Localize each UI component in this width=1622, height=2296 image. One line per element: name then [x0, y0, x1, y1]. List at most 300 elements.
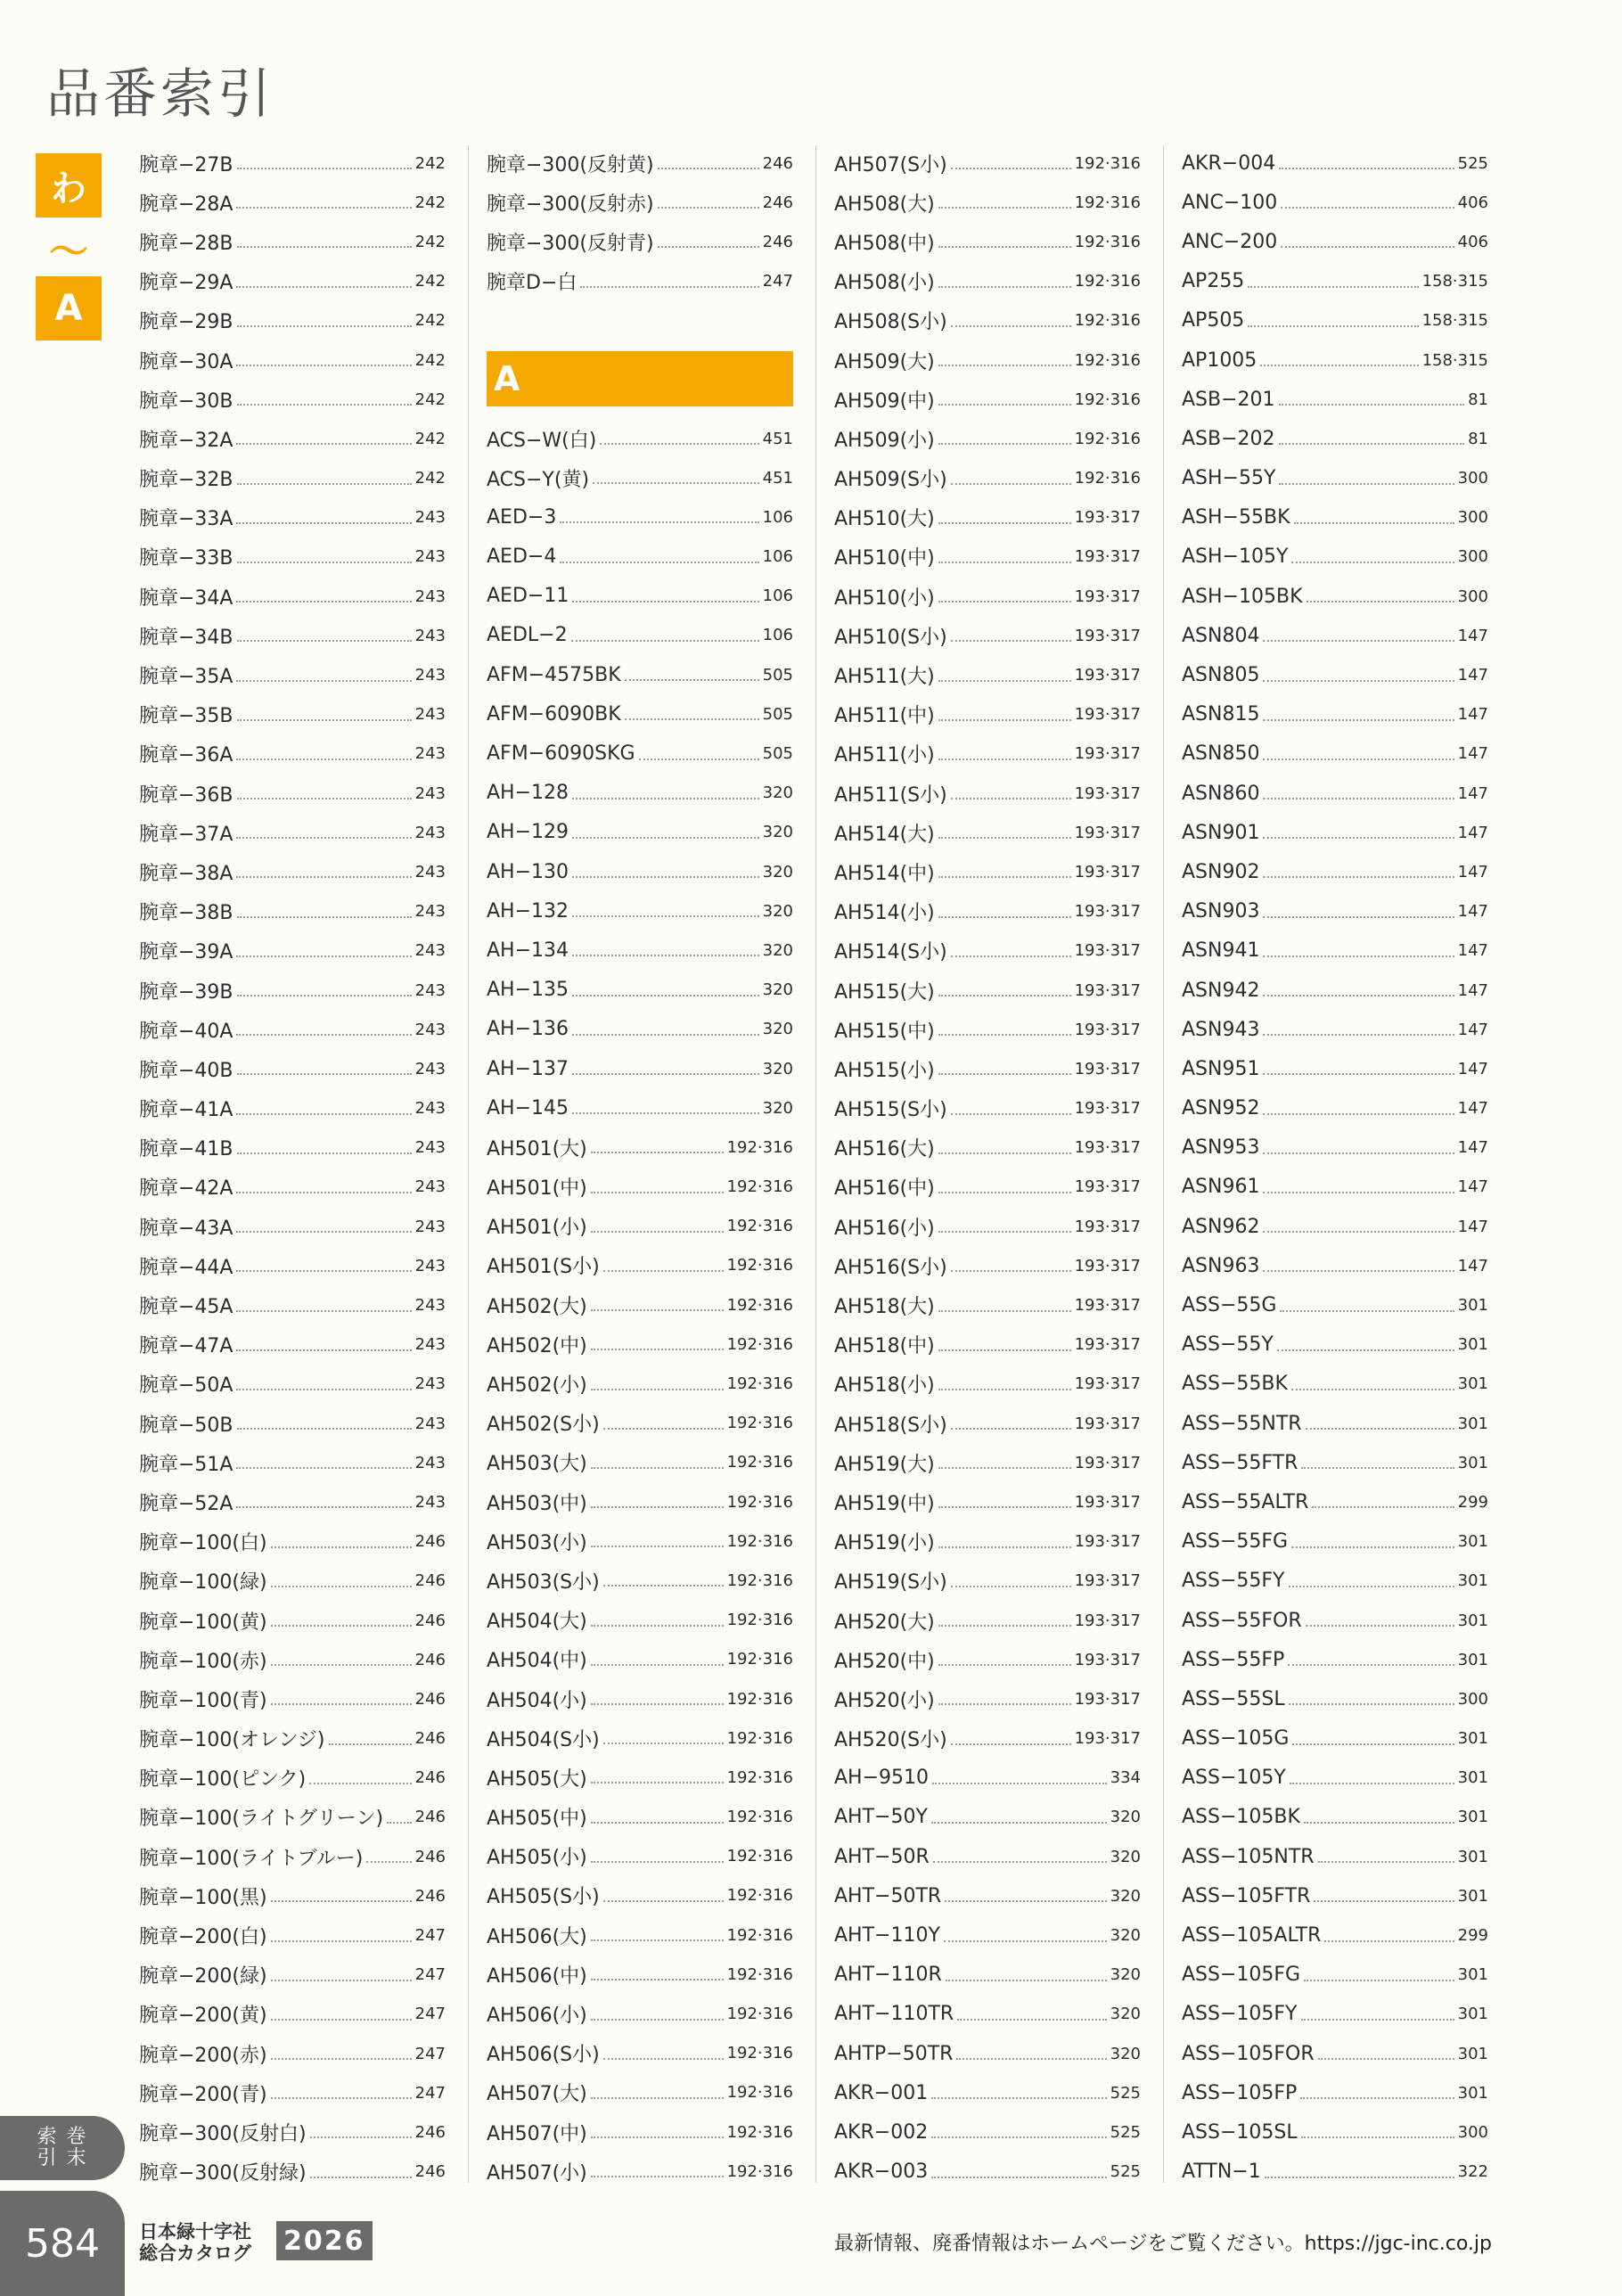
- index-entry: [487, 1798, 793, 1837]
- entry-page-ref: 301: [1457, 1965, 1488, 1985]
- entry-page-ref: 192·316: [726, 1689, 793, 1709]
- dot-leader: [572, 601, 758, 603]
- dot-leader: [237, 916, 412, 918]
- index-entry: [487, 931, 793, 970]
- index-tab-label: 索 巻 引 末: [37, 2126, 88, 2169]
- dot-leader: [237, 325, 412, 327]
- dot-leader: [1306, 1428, 1454, 1430]
- index-entry: [834, 971, 1141, 1010]
- dot-leader: [1301, 1467, 1454, 1469]
- dot-leader: [1294, 522, 1454, 524]
- dot-leader: [271, 1586, 412, 1587]
- entry-item-code: AED−11: [487, 585, 569, 608]
- dot-leader: [236, 758, 411, 760]
- dot-leader: [946, 1980, 1107, 1981]
- dot-leader: [1260, 365, 1418, 366]
- index-entry: [487, 616, 793, 655]
- entry-page-ref: 192·316: [726, 1256, 793, 1275]
- entry-page-ref: 193·317: [1074, 862, 1141, 882]
- dot-leader: [931, 2177, 1106, 2178]
- entry-item-code: 腕章−38B: [139, 902, 233, 925]
- index-entry: [1182, 1601, 1488, 1640]
- index-entry: [834, 1562, 1141, 1601]
- entry-item-code: AHTP−50TR: [834, 2042, 954, 2065]
- entry-page-ref: 147: [1457, 823, 1488, 842]
- entry-item-code: 腕章−100(ピンク): [139, 1768, 307, 1792]
- index-entry: [834, 1010, 1141, 1049]
- entry-page-ref: 242: [414, 232, 446, 251]
- entry-page-ref: 301: [1457, 1768, 1488, 1788]
- entry-page-ref: 193·317: [1074, 1571, 1141, 1591]
- index-entry: [834, 1915, 1141, 1955]
- entry-page-ref: 301: [1457, 1335, 1488, 1355]
- dot-leader: [1314, 1900, 1454, 1902]
- dot-leader: [580, 286, 758, 288]
- index-entry: [487, 1837, 793, 1876]
- entry-item-code: ASN942: [1182, 979, 1260, 1002]
- index-entry: [487, 1758, 793, 1797]
- entry-page-ref: 193·317: [1074, 1611, 1141, 1630]
- entry-page-ref: 193·317: [1074, 783, 1141, 803]
- dot-leader: [951, 955, 1071, 957]
- index-entry: [834, 1404, 1141, 1443]
- entry-page-ref: 320: [1110, 2044, 1141, 2063]
- dot-leader: [1263, 1034, 1454, 1036]
- dot-leader: [951, 798, 1071, 800]
- index-entry: [1182, 1482, 1488, 1521]
- index-column-1: [139, 144, 446, 2192]
- dot-leader: [1279, 404, 1465, 406]
- index-entry: [834, 734, 1141, 774]
- entry-item-code: AH−135: [487, 979, 569, 1002]
- index-entry: [1182, 1640, 1488, 1679]
- entry-item-code: AKR−004: [1182, 152, 1276, 175]
- dot-leader: [591, 1664, 724, 1666]
- index-entry: [139, 459, 446, 498]
- entry-page-ref: 158·315: [1421, 272, 1488, 291]
- index-entry: [1182, 419, 1488, 458]
- index-entry: [834, 1365, 1141, 1404]
- entry-page-ref: 300: [1457, 547, 1488, 567]
- entry-item-code: 腕章−51A: [139, 1453, 233, 1476]
- index-entry: [834, 1640, 1141, 1679]
- dot-leader: [591, 1309, 724, 1311]
- dot-leader: [236, 1231, 411, 1233]
- entry-page-ref: 147: [1457, 862, 1488, 882]
- entry-item-code: ASS−105FG: [1182, 1964, 1301, 1987]
- entry-item-code: AH518(中): [834, 1335, 935, 1358]
- entry-page-ref: 192·316: [1074, 311, 1141, 331]
- entry-page-ref: 301: [1457, 1611, 1488, 1630]
- index-entry: [139, 1956, 446, 1995]
- index-entry: [1182, 222, 1488, 261]
- dot-leader: [1291, 1546, 1454, 1548]
- index-entry: [834, 459, 1141, 498]
- entry-page-ref: 525: [1110, 2162, 1141, 2182]
- entry-item-code: AH506(S小): [487, 2044, 600, 2067]
- entry-item-code: AP505: [1182, 309, 1245, 332]
- entry-item-code: AH−132: [487, 899, 569, 922]
- index-entry: [834, 1995, 1141, 2034]
- entry-item-code: ASH−105BK: [1182, 585, 1303, 608]
- index-entry: [487, 694, 793, 734]
- entry-page-ref: 301: [1457, 1650, 1488, 1669]
- entry-item-code: 腕章−100(白): [139, 1532, 267, 1555]
- entry-item-code: 腕章−33A: [139, 508, 233, 531]
- entry-item-code: ASN943: [1182, 1018, 1260, 1041]
- index-entry: [834, 1719, 1141, 1759]
- index-entry: [834, 931, 1141, 971]
- entry-page-ref: 320: [762, 901, 793, 921]
- dot-leader: [1318, 1861, 1454, 1863]
- dot-leader: [603, 1428, 724, 1430]
- dot-leader: [938, 1703, 1071, 1705]
- index-entry: [834, 1443, 1141, 1482]
- entry-page-ref: 246: [414, 1886, 446, 1906]
- entry-page-ref: 243: [414, 1492, 446, 1512]
- entry-page-ref: 301: [1457, 1808, 1488, 1827]
- dot-leader: [1277, 1349, 1454, 1351]
- entry-page-ref: 192·316: [726, 1570, 793, 1590]
- index-entry: [139, 892, 446, 931]
- entry-item-code: AH509(小): [834, 429, 935, 452]
- entry-item-code: 腕章−42A: [139, 1177, 233, 1201]
- dot-leader: [572, 798, 759, 800]
- dot-leader: [571, 640, 759, 642]
- dot-leader: [237, 798, 412, 800]
- entry-page-ref: 246: [414, 1650, 446, 1669]
- index-entry: [1182, 2112, 1488, 2152]
- dot-leader: [591, 1625, 724, 1627]
- entry-page-ref: 246: [414, 2122, 446, 2142]
- entry-item-code: ASS−55FTR: [1182, 1451, 1298, 1474]
- dot-leader: [1301, 2019, 1454, 2021]
- index-entry: [139, 616, 446, 655]
- entry-item-code: AH518(大): [834, 1296, 935, 1319]
- entry-page-ref: 192·316: [726, 1137, 793, 1157]
- entry-page-ref: 192·316: [1074, 272, 1141, 291]
- entry-page-ref: 192·316: [726, 1611, 793, 1630]
- dot-leader: [1306, 1625, 1454, 1627]
- dot-leader: [1265, 2177, 1454, 2178]
- entry-page-ref: 243: [414, 902, 446, 922]
- index-entry: [487, 2034, 793, 2073]
- column-divider: [468, 145, 469, 2183]
- dot-leader: [1324, 1940, 1454, 1942]
- index-entry: [1182, 616, 1488, 655]
- index-entry: [1182, 1049, 1488, 1088]
- entry-item-code: AFM−6090SKG: [487, 742, 635, 766]
- index-entry: [139, 1601, 446, 1640]
- entry-page-ref: 192·316: [726, 1767, 793, 1787]
- dot-leader: [236, 286, 411, 288]
- dot-leader: [271, 1900, 412, 1902]
- dot-leader: [271, 1625, 412, 1627]
- dot-leader: [1263, 1113, 1454, 1115]
- entry-item-code: AH516(S小): [834, 1256, 947, 1279]
- dot-leader: [1263, 758, 1454, 760]
- dot-leader: [591, 1467, 724, 1469]
- entry-page-ref: 320: [1110, 1965, 1141, 1985]
- index-entry: [834, 577, 1141, 616]
- entry-page-ref: 192·316: [726, 2005, 793, 2024]
- entry-item-code: 腕章−300(反射黄): [487, 153, 654, 176]
- dot-leader: [572, 876, 759, 878]
- entry-page-ref: 243: [414, 1177, 446, 1197]
- index-entry: [1182, 1168, 1488, 1207]
- index-entry: [834, 1285, 1141, 1324]
- index-entry: [139, 734, 446, 774]
- section-tab-a: A: [36, 276, 102, 340]
- dot-leader: [237, 640, 412, 642]
- entry-item-code: 腕章−43A: [139, 1217, 233, 1240]
- index-entry: [139, 222, 446, 261]
- entry-page-ref: 192·316: [1074, 232, 1141, 251]
- entry-page-ref: 246: [762, 232, 793, 251]
- index-entry: [1182, 1365, 1488, 1404]
- entry-item-code: AH520(S小): [834, 1729, 947, 1752]
- dot-leader: [591, 2136, 724, 2138]
- dot-leader: [938, 404, 1071, 406]
- entry-page-ref: 147: [1457, 1138, 1488, 1158]
- dot-leader: [938, 1192, 1071, 1193]
- index-entry: [487, 1049, 793, 1088]
- dot-leader: [236, 1506, 411, 1508]
- index-entry: [834, 1876, 1141, 1915]
- entry-page-ref: 192·316: [1074, 193, 1141, 212]
- entry-item-code: AEDL−2: [487, 624, 568, 647]
- index-entry: [834, 1759, 1141, 1798]
- entry-item-code: 腕章−28A: [139, 193, 233, 216]
- entry-item-code: AH511(S小): [834, 783, 947, 807]
- entry-item-code: AH511(小): [834, 744, 935, 767]
- index-entry: [139, 1759, 446, 1798]
- entry-page-ref: 193·317: [1074, 586, 1141, 606]
- entry-item-code: 腕章−200(青): [139, 2083, 267, 2106]
- index-entry: [487, 734, 793, 773]
- dot-leader: [938, 1389, 1071, 1390]
- index-entry: [487, 1088, 793, 1128]
- entry-page-ref: 192·316: [1074, 153, 1141, 173]
- entry-item-code: AFM−6090BK: [487, 702, 621, 726]
- index-entry: [139, 301, 446, 340]
- index-entry: [1182, 1443, 1488, 1482]
- entry-item-code: 腕章−300(反射緑): [139, 2162, 307, 2185]
- dot-leader: [591, 1939, 724, 1941]
- entry-item-code: ASS−105FP: [1182, 2081, 1298, 2104]
- index-entry: [487, 1915, 793, 1955]
- entry-item-code: AH505(小): [487, 1847, 587, 1870]
- index-entry: [139, 813, 446, 852]
- entry-item-code: AH503(小): [487, 1531, 587, 1554]
- dot-leader: [938, 365, 1071, 366]
- dot-leader: [236, 876, 411, 878]
- index-entry: [487, 1443, 793, 1482]
- entry-page-ref: 243: [414, 862, 446, 882]
- dot-leader: [236, 680, 411, 682]
- entry-item-code: 腕章−47A: [139, 1335, 233, 1358]
- entry-item-code: AH505(S小): [487, 1886, 600, 1909]
- entry-page-ref: 193·317: [1074, 1059, 1141, 1078]
- dot-leader: [938, 876, 1071, 878]
- index-entry: [139, 183, 446, 222]
- dot-leader: [593, 482, 759, 484]
- entry-page-ref: 193·317: [1074, 508, 1141, 528]
- index-entry: [1182, 262, 1488, 301]
- entry-item-code: 腕章−300(反射青): [487, 232, 654, 255]
- index-entry: [1182, 892, 1488, 931]
- index-entry: [834, 1522, 1141, 1562]
- dot-leader: [625, 718, 759, 720]
- entry-item-code: AH504(大): [487, 1611, 587, 1634]
- index-entry: [1182, 1010, 1488, 1049]
- entry-page-ref: 192·316: [726, 1374, 793, 1394]
- entry-item-code: AH515(小): [834, 1059, 935, 1082]
- entry-item-code: 腕章−41B: [139, 1138, 233, 1161]
- index-entry: [834, 1798, 1141, 1837]
- entry-item-code: AH518(小): [834, 1374, 935, 1398]
- dot-leader: [271, 2097, 412, 2099]
- entry-page-ref: 106: [762, 586, 793, 606]
- index-entry: [139, 971, 446, 1010]
- entry-item-code: 腕章−40B: [139, 1059, 233, 1082]
- index-entry: [139, 2034, 446, 2073]
- dot-leader: [271, 2058, 412, 2060]
- entry-item-code: 腕章−40A: [139, 1020, 233, 1043]
- index-entry: [487, 891, 793, 931]
- dot-leader: [236, 1389, 411, 1390]
- index-entry: [834, 1168, 1141, 1207]
- index-entry: [487, 655, 793, 694]
- dot-leader: [237, 246, 412, 248]
- index-entry: [487, 1955, 793, 1994]
- entry-item-code: AH503(大): [487, 1453, 587, 1476]
- dot-leader: [938, 995, 1071, 996]
- index-entry: [487, 1482, 793, 1521]
- entry-page-ref: 299: [1457, 1926, 1488, 1946]
- dot-leader: [236, 207, 411, 209]
- entry-item-code: 腕章−37A: [139, 823, 233, 846]
- index-entry: [139, 931, 446, 971]
- entry-item-code: ASS−105FOR: [1182, 2042, 1315, 2065]
- entry-page-ref: 193·317: [1074, 1492, 1141, 1512]
- index-entry: [834, 774, 1141, 813]
- entry-item-code: ASN901: [1182, 821, 1260, 844]
- entry-page-ref: 193·317: [1074, 1020, 1141, 1039]
- entry-page-ref: 243: [414, 1453, 446, 1472]
- entry-item-code: 腕章−33B: [139, 547, 233, 570]
- entry-page-ref: 192·316: [726, 1886, 793, 1906]
- entry-item-code: 腕章−30A: [139, 350, 233, 373]
- entry-page-ref: 320: [762, 940, 793, 960]
- entry-item-code: 腕章−29A: [139, 272, 233, 295]
- entry-item-code: AHT−50R: [834, 1845, 930, 1868]
- entry-page-ref: 246: [414, 1729, 446, 1749]
- entry-page-ref: 147: [1457, 1020, 1488, 1039]
- index-entry: [487, 222, 793, 261]
- dot-leader: [956, 2058, 1106, 2060]
- entry-item-code: ASS−55Y: [1182, 1333, 1274, 1357]
- entry-page-ref: 192·316: [726, 2161, 793, 2181]
- index-entry: [487, 1561, 793, 1600]
- entry-page-ref: 147: [1457, 1059, 1488, 1078]
- dot-leader: [591, 1389, 724, 1390]
- index-entry: [1182, 774, 1488, 813]
- entry-item-code: AH504(中): [487, 1650, 587, 1673]
- entry-page-ref: 334: [1110, 1768, 1141, 1788]
- dot-leader: [938, 1625, 1071, 1627]
- entry-item-code: 腕章−39A: [139, 941, 233, 964]
- entry-page-ref: 246: [414, 1768, 446, 1788]
- entry-item-code: AH519(S小): [834, 1571, 947, 1595]
- dot-leader: [236, 1034, 411, 1036]
- dot-leader: [1300, 2097, 1454, 2099]
- dot-leader: [951, 1586, 1071, 1587]
- entry-page-ref: 81: [1468, 390, 1488, 409]
- entry-page-ref: 242: [414, 272, 446, 291]
- dot-leader: [931, 1822, 1107, 1824]
- section-header-a: A: [487, 351, 793, 406]
- entry-item-code: AH519(中): [834, 1492, 935, 1515]
- dot-leader: [237, 995, 412, 996]
- entry-page-ref: 243: [414, 1138, 446, 1158]
- entry-page-ref: 243: [414, 626, 446, 645]
- entry-page-ref: 193·317: [1074, 1217, 1141, 1236]
- entry-page-ref: 193·317: [1074, 1453, 1141, 1472]
- entry-item-code: AH515(中): [834, 1020, 935, 1043]
- entry-page-ref: 193·317: [1074, 1138, 1141, 1158]
- entry-item-code: 腕章−100(青): [139, 1689, 267, 1712]
- dot-leader: [658, 168, 759, 169]
- index-entry: [1182, 301, 1488, 340]
- entry-item-code: AED−3: [487, 505, 557, 529]
- dot-leader: [591, 1349, 724, 1350]
- entry-page-ref: 451: [762, 429, 793, 448]
- index-entry: [1182, 459, 1488, 498]
- entry-page-ref: 300: [1457, 2122, 1488, 2142]
- entry-page-ref: 301: [1457, 1847, 1488, 1866]
- entry-page-ref: 243: [414, 1059, 446, 1078]
- dot-leader: [603, 1900, 724, 1902]
- entry-page-ref: 193·317: [1074, 902, 1141, 922]
- index-entry: [1182, 695, 1488, 734]
- entry-item-code: 腕章−41A: [139, 1099, 233, 1122]
- index-column-2: [487, 144, 793, 2191]
- dot-leader: [1280, 1310, 1454, 1312]
- entry-page-ref: 193·317: [1074, 666, 1141, 685]
- entry-item-code: ASS−55BK: [1182, 1373, 1288, 1396]
- entry-item-code: AH515(S小): [834, 1099, 947, 1122]
- entry-page-ref: 247: [414, 2044, 446, 2063]
- dot-leader: [1263, 1152, 1454, 1154]
- entry-item-code: AH508(中): [834, 232, 935, 255]
- index-entry: [139, 1443, 446, 1482]
- dot-leader: [938, 562, 1071, 563]
- index-entry: [834, 222, 1141, 261]
- index-entry: [487, 1718, 793, 1758]
- dot-leader: [366, 1861, 411, 1863]
- index-entry: [487, 1128, 793, 1167]
- index-entry: [834, 2034, 1141, 2073]
- dot-leader: [933, 1861, 1107, 1863]
- index-entry: [834, 1128, 1141, 1168]
- index-tab-badge: [0, 2116, 125, 2180]
- entry-item-code: ASN963: [1182, 1254, 1260, 1277]
- index-entry: [1182, 2034, 1488, 2073]
- entry-page-ref: 193·317: [1074, 1729, 1141, 1749]
- entry-item-code: 腕章−100(黒): [139, 1886, 267, 1909]
- index-entry: [1182, 380, 1488, 419]
